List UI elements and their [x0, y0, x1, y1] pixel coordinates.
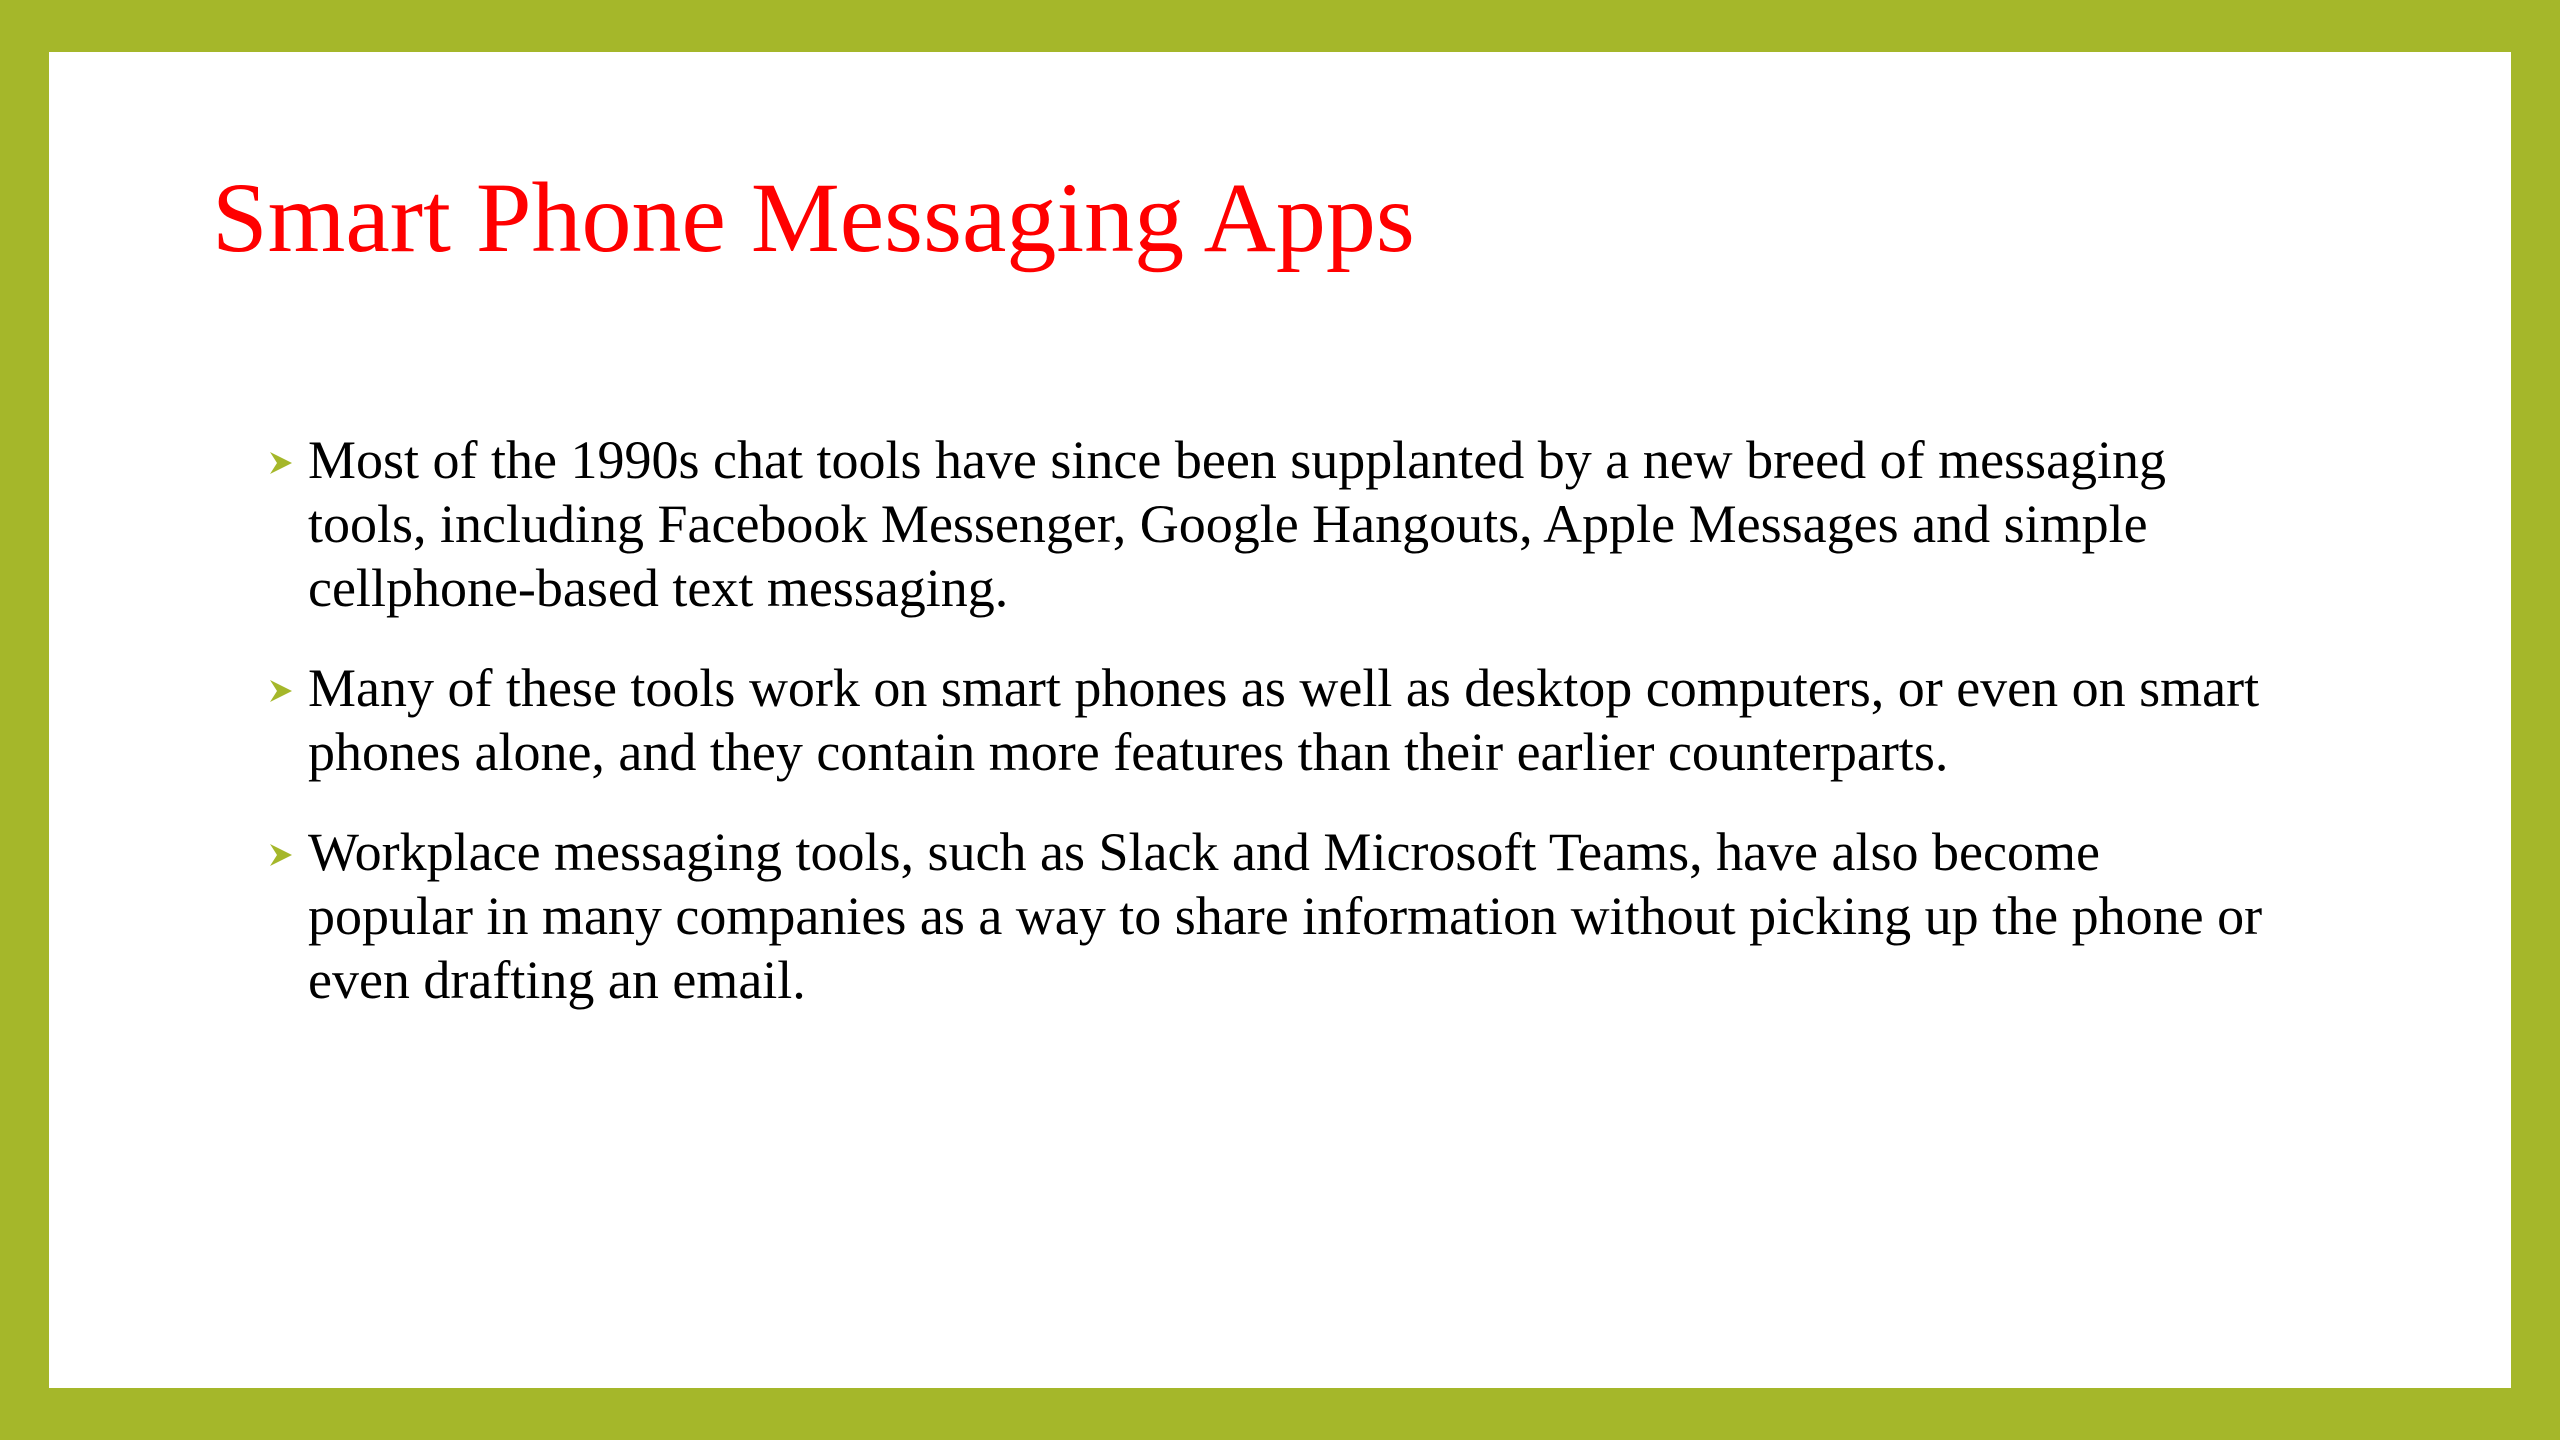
bullet-item — [258, 428, 2278, 620]
bullet-text: Most of the 1990s chat tools have since been supplanted by a new breed of messaging tools, including Facebook Messenger, Google Hangouts, Apple Messages and simple cellphone-based text messaging. — [308, 430, 2167, 618]
bullet-text: Workplace messaging tools, such as Slack and Microsoft Teams, have also become popular in many companies as a way to share information without picking up the phone or even drafting an email. — [308, 822, 2263, 1010]
slide-title: Smart Phone Messaging Apps — [212, 162, 1415, 273]
bullet-item — [258, 820, 2278, 1012]
arrowhead-bullet-icon — [268, 842, 294, 868]
bullet-text: Many of these tools work on smart phones as well as desktop computers, or even on smart phones alone, and they contain more features than their earlier counterparts. — [308, 658, 2260, 782]
arrowhead-bullet-icon — [268, 678, 294, 704]
bullet-list — [258, 428, 2278, 1048]
arrowhead-bullet-icon — [268, 450, 294, 476]
bullet-item — [258, 656, 2278, 784]
